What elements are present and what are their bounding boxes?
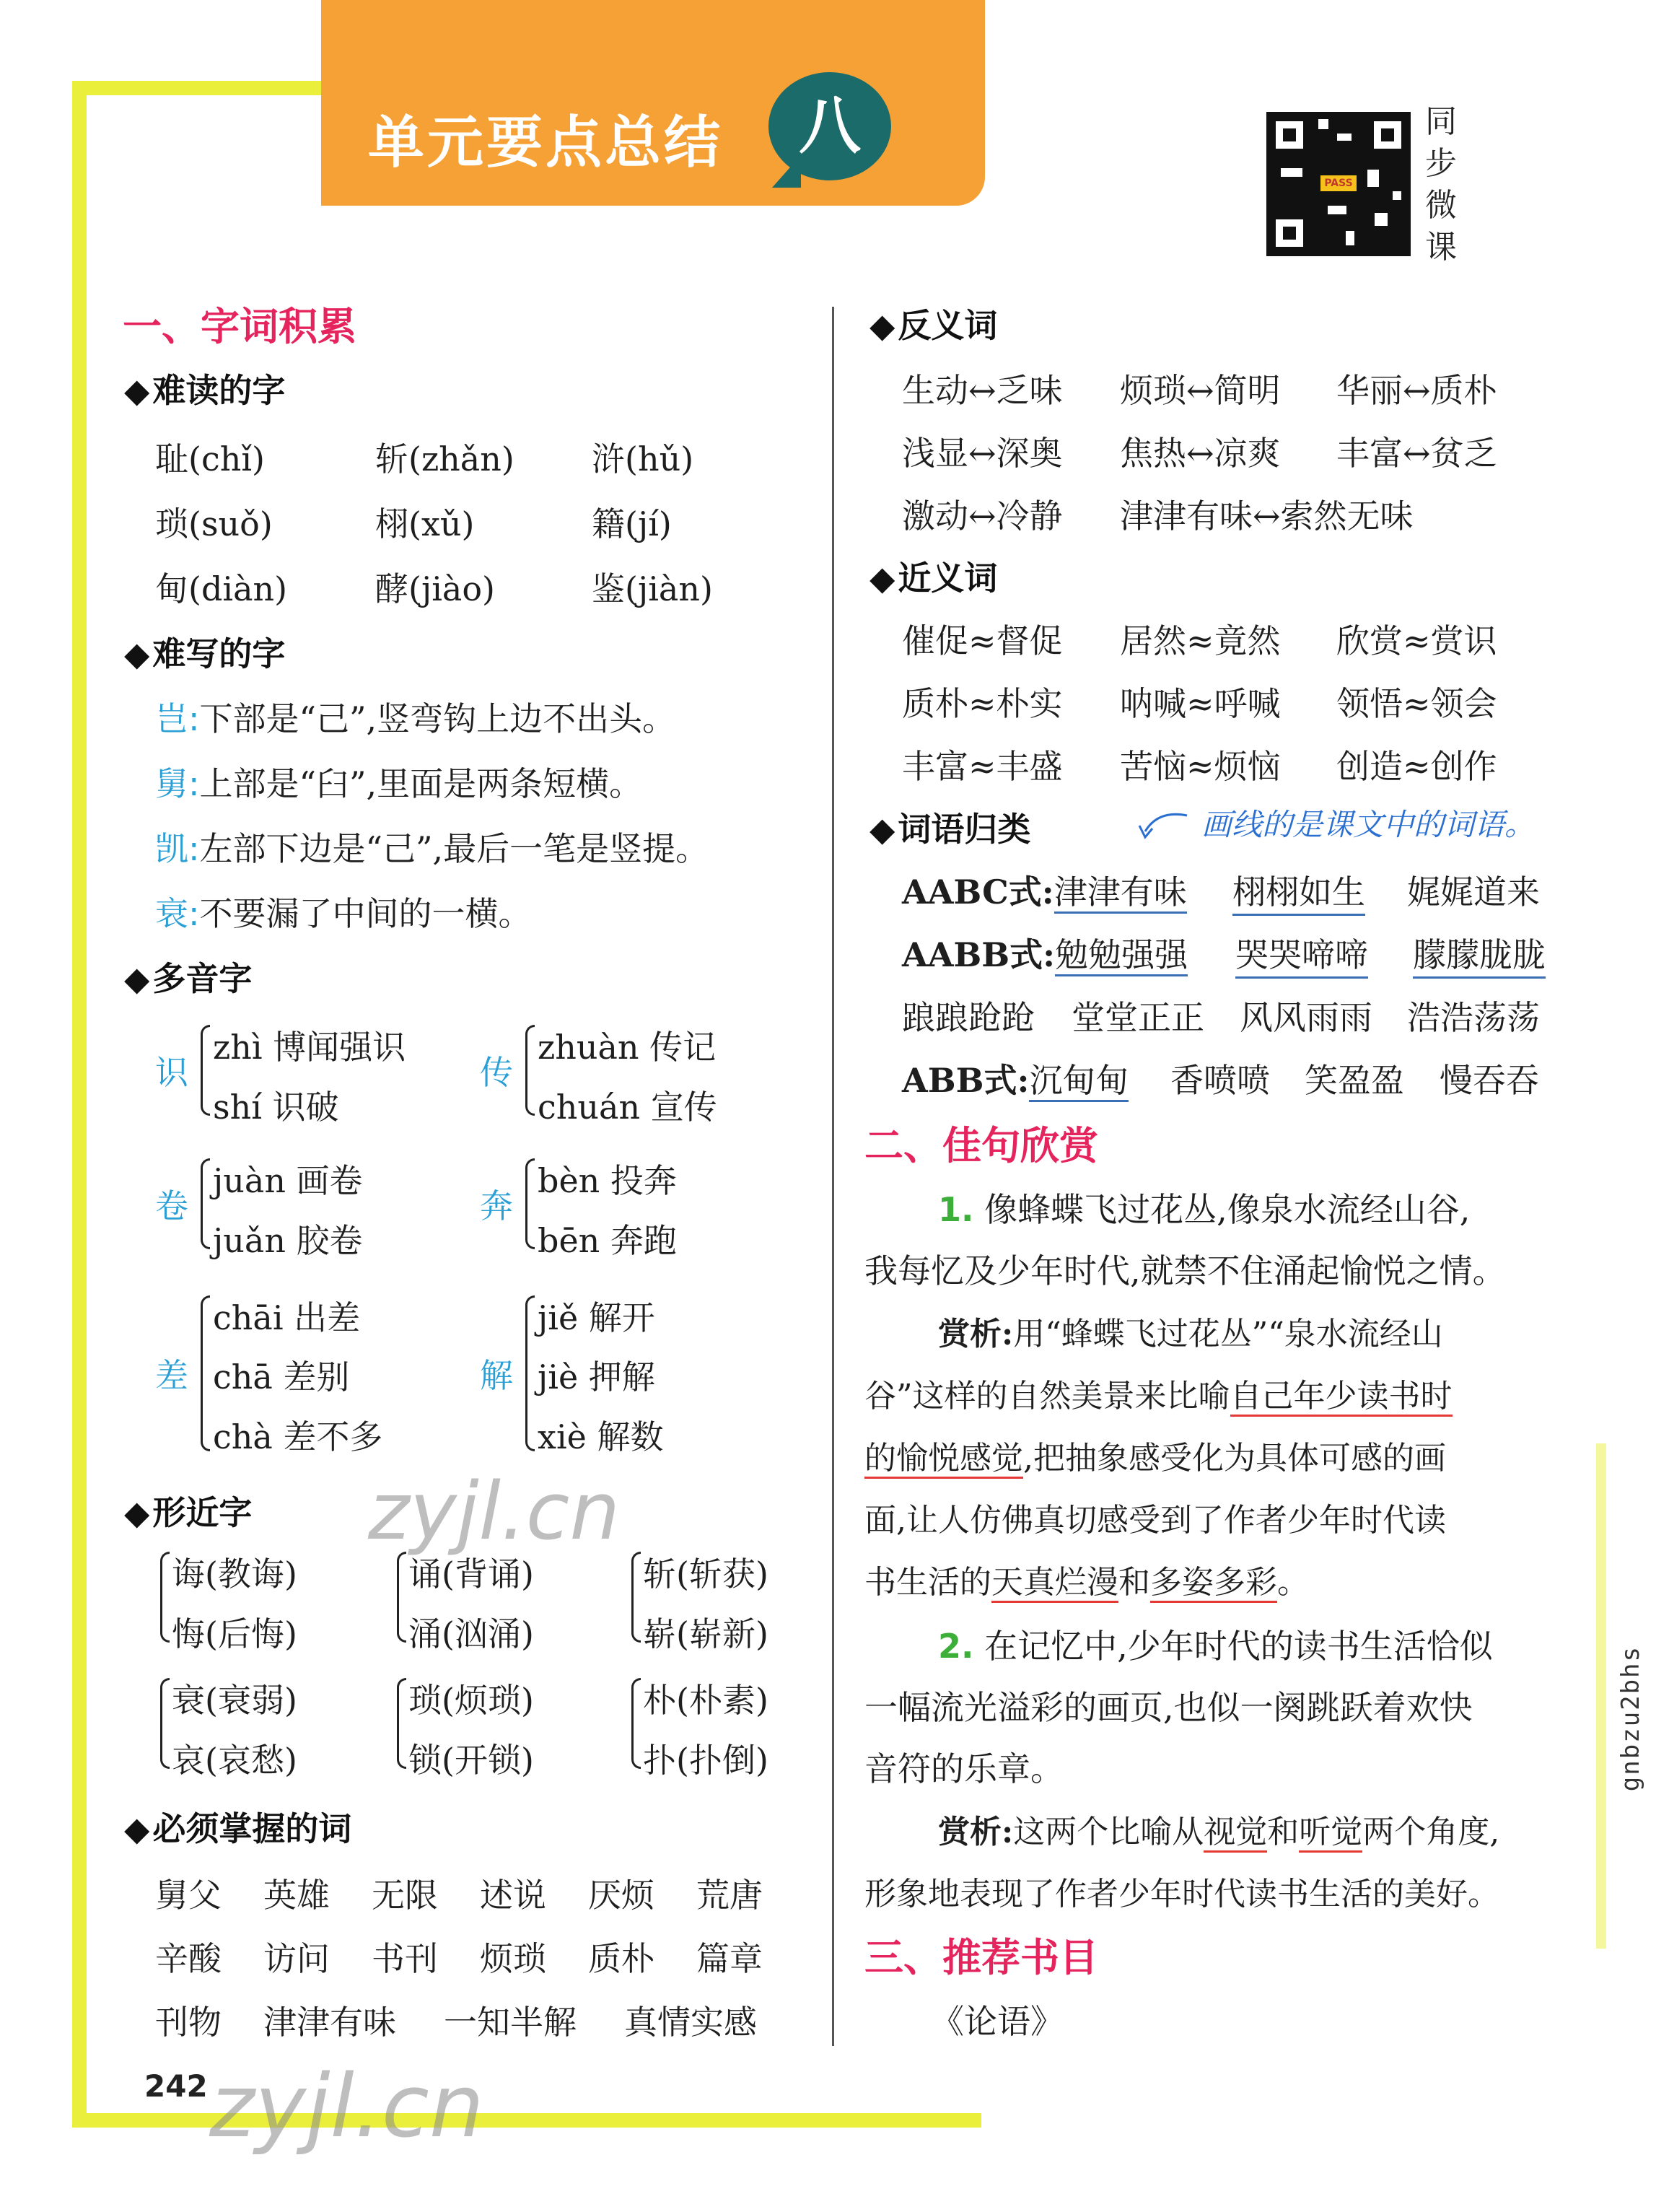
hard-read-item: 栩(xǔ)	[375, 504, 475, 543]
brace	[525, 1295, 535, 1451]
synonyms-title: ◆ 近义词	[869, 552, 997, 600]
similar-char-item: 斩(斩获)	[643, 1555, 768, 1594]
qr-code[interactable]	[1259, 105, 1418, 263]
analysis-1-line: 赏析:用“蜂蝶飞过花丛”“泉水流经山	[938, 1316, 1443, 1352]
word-item: 堂堂正正	[1072, 998, 1204, 1037]
word-item: 厌烦	[588, 1876, 654, 1915]
hard-read-item: 鉴(jiàn)	[592, 569, 713, 608]
polyphone-char: 传	[480, 1053, 513, 1092]
brace	[201, 1025, 210, 1116]
word-item: 一知半解	[444, 2003, 577, 2042]
sentence-2-line: 音符的乐章。	[864, 1749, 1064, 1788]
frame-bottom-border	[72, 2113, 981, 2128]
polyphone-char: 识	[155, 1053, 188, 1092]
brace	[631, 1678, 641, 1769]
similar-char-item: 悔(后悔)	[172, 1614, 297, 1653]
polyphone-char: 解	[480, 1356, 513, 1395]
word-item: 栩栩如生	[1232, 866, 1365, 916]
word-item: 浩浩荡荡	[1407, 998, 1540, 1037]
word-item: 英雄	[263, 1876, 330, 1915]
hard-write-item: 凯:左部下边是“⼰”,最后一笔是竖提。	[155, 829, 709, 868]
hard-read-item: 琐(suǒ)	[155, 504, 273, 543]
section-books: 三、推荐书目	[864, 1935, 1098, 1980]
watermark: zyjl.cn	[209, 2057, 484, 2157]
polyphone-char: 卷	[155, 1186, 188, 1225]
word-item: 津津有味	[263, 2003, 396, 2042]
brace	[631, 1552, 641, 1643]
word-item: 踉踉跄跄	[902, 998, 1035, 1037]
hard-write-item: 舅:上部是“臼”,里面是两条短横。	[155, 764, 643, 803]
antonym-pair: 华丽↔质朴	[1336, 371, 1497, 410]
brace	[397, 1678, 406, 1769]
synonym-pair: 创造≈创作	[1336, 747, 1497, 786]
analysis-1-line: 书生活的天真烂漫和多姿多彩。	[864, 1556, 1309, 1602]
section-word-accumulation: 一、字词积累	[123, 304, 356, 349]
polyphone-line: chāi 出差	[213, 1298, 361, 1337]
word-item: 慢吞吞	[1440, 1061, 1539, 1100]
similar-char-item: 诵(背诵)	[408, 1555, 534, 1594]
antonym-pair: 丰富↔贫乏	[1336, 434, 1497, 473]
antonym-pair: 津津有味↔索然无味	[1120, 497, 1414, 535]
word-item: 沉甸甸	[1029, 1061, 1129, 1102]
qr-label: 同步微课	[1425, 103, 1457, 266]
frame-left-border	[72, 81, 87, 2127]
antonym-pair: 烦琐↔简明	[1120, 371, 1281, 410]
watermark: zyjl.cn	[368, 1465, 621, 1557]
word-item: 津津有味	[1054, 873, 1187, 914]
aabb-row	[902, 929, 1188, 976]
brace	[397, 1552, 406, 1643]
page-title: 单元要点总结	[368, 110, 724, 175]
word-item: 笑盈盈	[1305, 1061, 1404, 1100]
polyphone-line: zhuàn 传记	[538, 1028, 717, 1067]
word-item: 勉勉强强	[1055, 935, 1188, 976]
hard-read-item: 耻(chǐ)	[155, 440, 265, 478]
antonyms-title: ◆ 反义词	[869, 300, 997, 347]
brace	[525, 1158, 535, 1249]
polyphone-line: jiè 押解	[538, 1358, 655, 1396]
aabc-label: AABC式:	[902, 873, 1054, 912]
similar-char-item: 衰(衰弱)	[172, 1681, 297, 1720]
qr-logo-icon: PASS	[1320, 175, 1357, 191]
synonym-pair: 居然≈竟然	[1120, 621, 1281, 660]
hard-write-item: 衰:不要漏了中间的一横。	[155, 894, 532, 933]
polyphone-line: juàn 画卷	[213, 1161, 363, 1200]
analysis-2-line: 形象地表现了作者少年时代读书生活的美好。	[864, 1876, 1499, 1912]
word-item: 质朴	[588, 1939, 654, 1978]
page-number: 242	[144, 2068, 208, 2104]
word-item: 刊物	[155, 2003, 222, 2042]
side-code: gnbzu2bhs	[1616, 1645, 1645, 1792]
word-item: 辛酸	[155, 1939, 222, 1978]
book-title: 《论语》	[931, 2002, 1064, 2041]
word-item: 朦朦胧胧	[1413, 929, 1546, 979]
section-sentences: 二、佳句欣赏	[864, 1123, 1098, 1168]
analysis-2-line: 赏析:这两个比喻从视觉和听觉两个角度,	[938, 1806, 1499, 1852]
aabb-label: AABB式:	[902, 935, 1056, 974]
polyphone-line: shí 识破	[213, 1088, 339, 1127]
handwritten-note: 画线的是课文中的词语。	[1201, 807, 1536, 842]
word-item: 无限	[372, 1876, 438, 1915]
polyphone-line: juǎn 胶卷	[213, 1221, 363, 1260]
abb-label: ABB式:	[902, 1061, 1030, 1100]
similar-char-item: 锁(开锁)	[408, 1741, 534, 1780]
word-item: 荒唐	[696, 1876, 763, 1915]
antonym-pair: 生动↔乏味	[902, 371, 1063, 410]
polyphone-line: bèn 投奔	[538, 1161, 677, 1200]
synonym-pair: 呐喊≈呼喊	[1120, 684, 1281, 723]
unit-badge: 八	[768, 72, 891, 180]
sentence-1-line: 我每忆及少年时代,就禁不住涌起愉悦之情。	[864, 1251, 1506, 1290]
antonym-pair: 激动↔冷静	[902, 497, 1063, 535]
word-item: 烦琐	[480, 1939, 546, 1978]
sentence-2-line: 2. 在记忆中,少年时代的读书生活恰似	[938, 1627, 1493, 1666]
brace	[160, 1552, 170, 1643]
similar-char-item: 哀(哀愁)	[172, 1741, 297, 1780]
hard-write-item: 岂:下部是“己”,竖弯钩上边不出头。	[155, 699, 676, 738]
word-item: 娓娓道来	[1407, 873, 1540, 912]
synonym-pair: 催促≈督促	[902, 621, 1063, 660]
similar-char-item: 扑(扑倒)	[643, 1741, 768, 1780]
hard-read-item: 酵(jiào)	[375, 569, 495, 608]
polyphone-char: 奔	[480, 1186, 513, 1225]
brace	[201, 1295, 210, 1451]
similar-char-item: 涌(汹涌)	[408, 1614, 534, 1653]
polyphone-line: chà 差不多	[213, 1417, 383, 1456]
word-item: 篇章	[696, 1939, 763, 1978]
brace	[525, 1025, 535, 1116]
hard-read-item: 斩(zhǎn)	[375, 440, 514, 478]
word-item: 舅父	[155, 1876, 222, 1915]
similar-char-item: 朴(朴素)	[643, 1681, 768, 1720]
similar-char-item: 崭(崭新)	[643, 1614, 768, 1653]
polyphone-title: ◆ 多音字	[124, 953, 252, 1000]
classify-title: ◆ 词语归类	[869, 803, 1030, 851]
analysis-1-line: 的愉悦感觉,把抽象感受化为具体可感的画	[864, 1432, 1446, 1478]
synonym-pair: 苦恼≈烦恼	[1120, 747, 1281, 786]
polyphone-line: xiè 解数	[538, 1417, 664, 1456]
hard-read-item: 浒(hǔ)	[592, 440, 694, 478]
analysis-1-line: 面,让人仿佛真切感受到了作者少年时代读	[864, 1502, 1446, 1539]
word-item: 哭哭啼啼	[1235, 929, 1368, 979]
synonym-pair: 质朴≈朴实	[902, 684, 1063, 723]
word-item: 访问	[263, 1939, 330, 1978]
polyphone-line: chuán 宣传	[538, 1088, 717, 1127]
aabc-row	[902, 866, 1187, 914]
hard-read-item: 甸(diàn)	[155, 569, 288, 608]
hard-read-title: ◆ 难读的字	[124, 364, 285, 412]
similar-char-item: 琐(烦琐)	[408, 1681, 534, 1720]
word-item: 真情实感	[624, 2003, 757, 2042]
brace	[160, 1678, 170, 1769]
polyphone-char: 差	[155, 1356, 188, 1395]
word-item: 香喷喷	[1170, 1061, 1270, 1100]
polyphone-line: chā 差别	[213, 1358, 350, 1396]
polyphone-line: bēn 奔跑	[538, 1221, 677, 1260]
antonym-pair: 浅显↔深奥	[902, 434, 1063, 473]
sentence-2-line: 一幅流光溢彩的画页,也似一阕跳跃着欢快	[864, 1688, 1473, 1727]
similar-chars-title: ◆ 形近字	[124, 1487, 252, 1534]
note-arrow-icon	[1136, 803, 1194, 846]
polyphone-line: jiě 解开	[538, 1298, 655, 1337]
hard-read-item: 籍(jí)	[592, 504, 672, 543]
synonym-pair: 领悟≈领会	[1336, 684, 1497, 723]
sentence-1-line: 1. 像蜂蝶飞过花丛,像泉水流经山谷,	[938, 1190, 1471, 1229]
polyphone-line: zhì 博闻强识	[213, 1028, 406, 1067]
word-item: 风风雨雨	[1240, 998, 1372, 1037]
synonym-pair: 欣赏≈赏识	[1336, 621, 1497, 660]
word-item: 述说	[480, 1876, 546, 1915]
frame-right-border	[1596, 1443, 1606, 1949]
hard-write-title: ◆ 难写的字	[124, 628, 285, 676]
antonym-pair: 焦热↔凉爽	[1120, 434, 1281, 473]
must-words-title: ◆ 必须掌握的词	[124, 1803, 351, 1850]
brace	[201, 1158, 210, 1249]
word-item: 书刊	[372, 1939, 438, 1978]
analysis-1-line: 谷”这样的自然美景来比喻自己年少读书时	[864, 1370, 1453, 1416]
synonym-pair: 丰富≈丰盛	[902, 747, 1063, 786]
similar-char-item: 诲(教诲)	[172, 1555, 297, 1594]
column-divider	[832, 307, 834, 2046]
abb-row	[902, 1054, 1129, 1102]
